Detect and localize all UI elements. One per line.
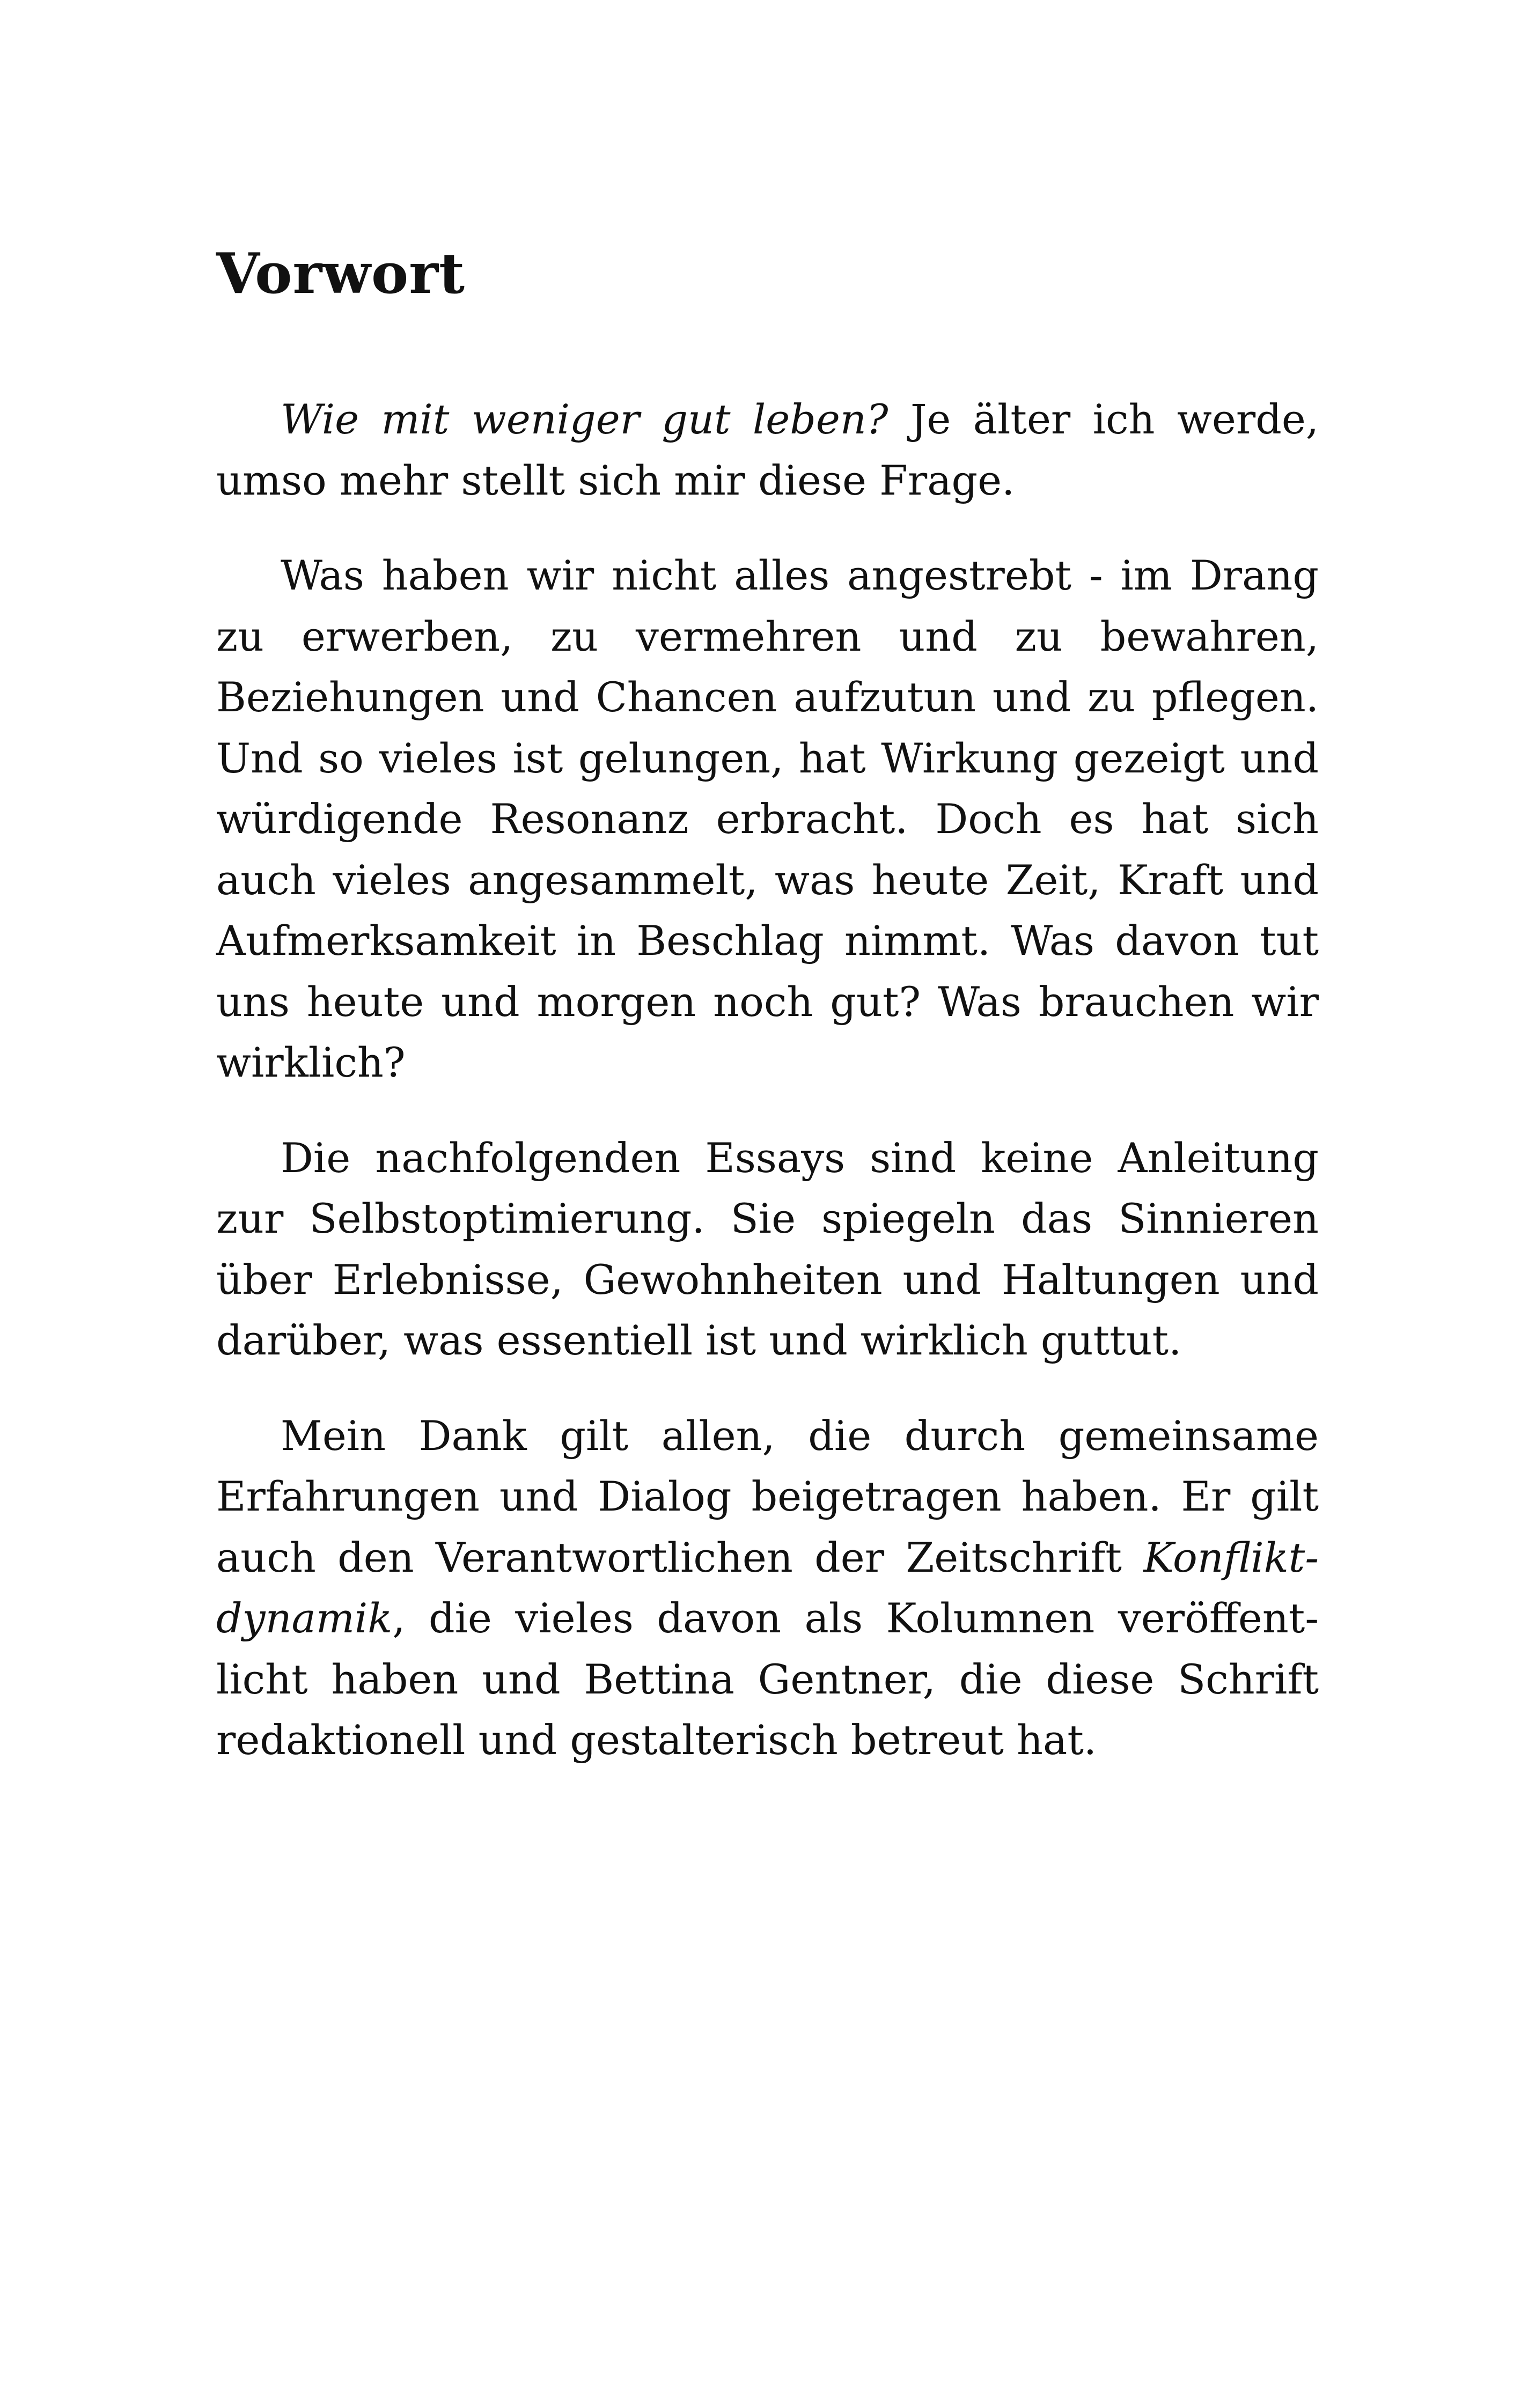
paragraph-4-text-before: Mein Dank gilt allen, die durch gemeinsame Erfahrungen und Dialog beigetragen haben. Er gilt auch den Verantwortlichen der Zeitschrift: [216, 1411, 1319, 1581]
paragraph-3: Die nachfolgenden Essays sind keine Anleitung zur Selbstoptimierung. Sie spiegeln das Sinnieren über Erlebnisse, Gewohnheiten und Haltungen und darüber, was essentiell ist und wirklich guttut.: [216, 1133, 1319, 1364]
paragraph-4-text-after: , die vieles davon als Kolumnen veröffentlicht haben und Bettina Gentner, die diese Schrift redaktionell und gestalterisch betreut hat.: [216, 1594, 1319, 1764]
page-title: Vorwort: [216, 240, 466, 306]
italic-question: Wie mit weniger gut leben?: [281, 395, 888, 443]
paragraph-2: Was haben wir nicht alles angestrebt - im Drang zu erwerben, zu vermehren und zu bewahren, Beziehungen und Chancen aufzutun und zu pflegen. Und so vieles ist gelungen, hat Wirkung gezeigt und würdigende Resonanz erbracht. Doch es hat sich auch vieles angesammelt, was heute Zeit, Kraft und Aufmerksamkeit in Beschlag nimmt. Was davon tut uns heute und morgen noch gut? Was brauchen wir wirklich?: [216, 551, 1319, 1086]
paragraph-4: [216, 1405, 1319, 1771]
paragraph-1-text: Je älter ich werde, umso mehr stellt sich mir diese Frage.: [216, 395, 1319, 504]
journal-title: Konfliktdynamik: [216, 1533, 1319, 1642]
body-text: [216, 389, 1319, 1805]
paragraph-1: [216, 389, 1319, 511]
